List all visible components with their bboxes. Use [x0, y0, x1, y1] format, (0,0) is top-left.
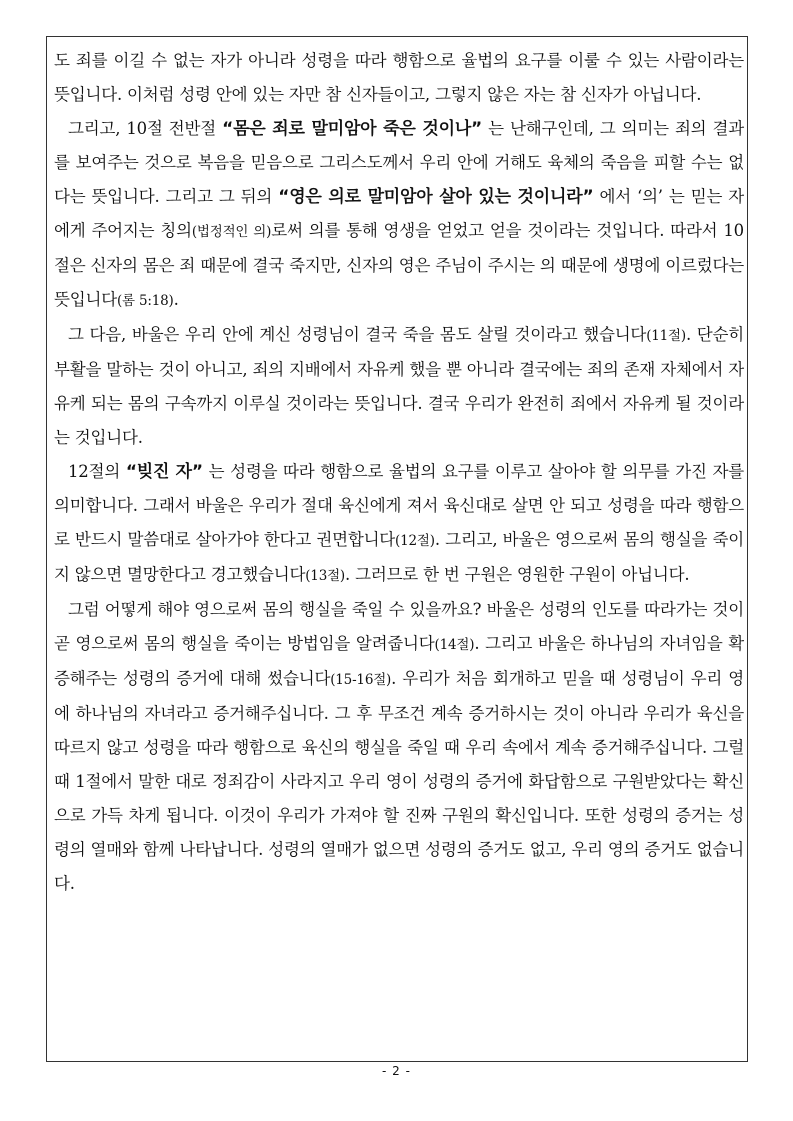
paragraph-2 — [54, 112, 744, 318]
paragraph-4 — [54, 455, 744, 593]
text-run: 그럼 어떻게 해야 영으로써 몸의 행실을 죽일 수 있을까요? 바울은 성령의 인도를 따라가는 것이 곧 영으로써 몸의 행실을 죽이는 방법임을 알려줍니다 — [54, 600, 744, 653]
text-run: . 그리고 바울은 하나님의 자녀임을 확증해주는 성령의 증거에 대해 썼습니다 — [54, 634, 745, 688]
document-body — [54, 44, 744, 901]
text-run: 에서 ‘의’ 는 믿는 자에게 주어지는 칭의 — [54, 187, 744, 240]
verse-reference: (13절) — [305, 568, 345, 584]
text-run: . 그리고, 바울은 영으로써 몸의 행실을 죽이지 않으면 멸망한다고 경고했습니다 — [54, 530, 744, 584]
verse-reference: (15-16절) — [330, 672, 392, 688]
verse-reference: (14절) — [434, 637, 475, 653]
page-number: - 2 - — [382, 1064, 411, 1078]
verse-reference: (롬 5:18) — [116, 293, 174, 309]
text-run: . 우리가 처음 회개하고 믿을 때 성령님이 우리 영에 하나님의 자녀라고 증거해주십니다. 그 후 무조건 계속 증거하시는 것이 아니라 우리가 육신을 따르지 않고 성령을 따라 행함으로 육신의 행실을 죽일 때 우리 속에서 계속 증거해주십니다. 그럴 때 1절에서 말한 대로 정죄감이 사라지고 우리 영이 성령의 증거에 화답함으로 구원받았다는 확신으로 가득 차게 됩니다. 이것이 우리가 가져야 할 진짜 구원의 확신입니다. 또한 성령의 증거는 성령의 열매와 함께 나타납니다. 성령의 열매가 없으면 성령의 증거도 없고, 우리 영의 증거도 없습니다. — [54, 669, 744, 893]
text-run: 로써 의를 통해 영생을 얻었고 얻을 것이라는 것입니다. 따라서 10절은 신자의 몸은 죄 때문에 결국 죽지만, 신자의 영은 주님이 주시는 의 때문에 생명에 이르렀다는 뜻입니다 — [54, 221, 744, 309]
highlighted-quote: “빚진 자” — [125, 462, 203, 482]
paragraph-5 — [54, 593, 744, 901]
text-run: 12절의 — [68, 462, 126, 481]
text-run: . 그러므로 한 번 구원은 영원한 구원이 아닙니다. — [345, 565, 690, 584]
text-run: 도 죄를 이길 수 없는 자가 아니라 성령을 따라 행함으로 율법의 요구를 이룰 수 있는 사람이라는 뜻입니다. 이처럼 성령 안에 있는 자만 참 신자들이고, 그렇지 않은 자는 참 신자가 아닙니다. — [54, 51, 744, 104]
text-run: 그 다음, 바울은 우리 안에 계신 성령님이 결국 죽을 몸도 살릴 것이라고 했습니다 — [68, 325, 647, 344]
text-run: 는 난해구인데, 그 의미는 죄의 결과를 보여주는 것으로 복음을 믿음으로 그리스도께서 우리 안에 거해도 육체의 죽음을 피할 수는 없다는 뜻입니다. 그리고 그 뒤의 — [54, 119, 744, 206]
paragraph-1 — [54, 44, 744, 112]
verse-reference: (11절) — [646, 328, 686, 344]
text-run: . — [173, 290, 179, 309]
text-run: 는 성령을 따라 행함으로 율법의 요구를 이루고 살아야 할 의무를 가진 자를 의미합니다. 그래서 바울은 우리가 절대 육신에게 져서 육신대로 살면 안 되고 성령을 따라 행함으로 반드시 말씀대로 살아가야 한다고 권면합니다 — [54, 462, 744, 549]
highlighted-quote: “영은 의로 말미암아 살아 있는 것이니라” — [278, 187, 594, 207]
text-run: 그리고, 10절 전반절 — [68, 119, 223, 138]
paragraph-3 — [54, 318, 744, 455]
verse-reference: (법정적인 의) — [191, 224, 272, 240]
highlighted-quote: “몸은 죄로 말미암아 죽은 것이나” — [222, 119, 483, 139]
verse-reference: (12절) — [395, 533, 435, 549]
text-run: . 단순히 부활을 말하는 것이 아니고, 죄의 지배에서 자유케 했을 뿐 아니라 결국에는 죄의 존재 자체에서 자유케 되는 몸의 구속까지 이루실 것이라는 뜻입니다. 결국 우리가 완전히 죄에서 자유케 될 것이라는 것입니다. — [54, 325, 745, 447]
